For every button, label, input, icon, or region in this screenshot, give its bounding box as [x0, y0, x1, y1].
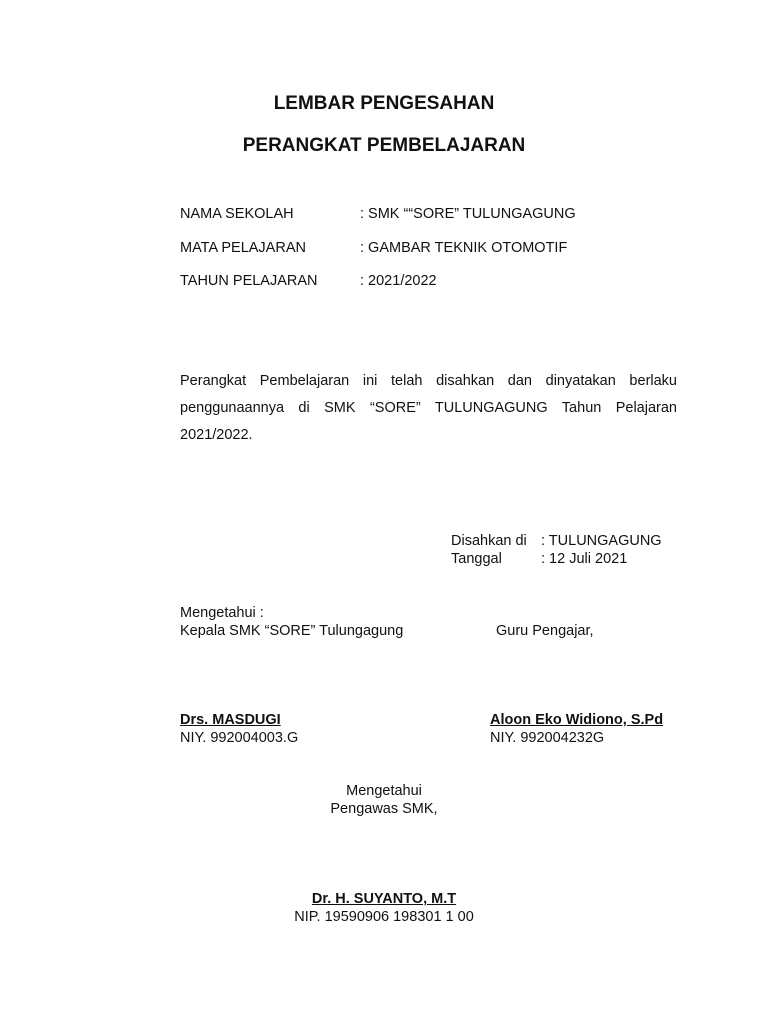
approval-statement: Perangkat Pembelajaran ini telah disahkan dan dinyatakan berlaku penggunaannya di SMK “SORE” TULUNGAGUNG Tahun Pelajaran 2021/2022.: [180, 373, 677, 443]
academic-year-value: : 2021/2022: [360, 273, 437, 289]
school-name-value: : SMK ““SORE” TULUNGAGUNG: [360, 206, 576, 222]
acknowledged-label: Mengetahui :: [180, 605, 264, 621]
approval-place-label: Disahkan di: [451, 533, 527, 549]
approval-date-label: Tanggal: [451, 551, 502, 567]
supervisor-role: Pengawas SMK,: [330, 801, 438, 817]
approval-block: [451, 532, 662, 568]
document-title: LEMBAR PENGESAHAN: [273, 93, 495, 114]
approval-place-value: : TULUNGAGUNG: [541, 533, 662, 549]
teacher-id: NIY. 992004232G: [490, 730, 605, 746]
supervisor-name: Dr. H. SUYANTO, M.T: [311, 891, 457, 907]
school-name-label: NAMA SEKOLAH: [180, 206, 294, 222]
principal-name: Drs. MASDUGI: [180, 712, 281, 728]
subject-label: MATA PELAJARAN: [180, 240, 306, 256]
document-subtitle: PERANGKAT PEMBELAJARAN: [242, 135, 526, 156]
teacher-role: Guru Pengajar,: [496, 623, 594, 639]
supervisor-id: NIP. 19590906 198301 1 00: [294, 909, 474, 925]
principal-role: Kepala SMK “SORE” Tulungagung: [180, 623, 404, 639]
principal-id: NIY. 992004003.G: [180, 730, 299, 746]
approval-date-value: : 12 Juli 2021: [541, 551, 628, 567]
supervisor-acknowledged-label: Mengetahui: [346, 783, 422, 799]
subject-value: : GAMBAR TEKNIK OTOMOTIF: [360, 240, 568, 256]
teacher-name: Aloon Eko Widiono, S.Pd: [490, 712, 664, 728]
academic-year-label: TAHUN PELAJARAN: [180, 273, 318, 289]
